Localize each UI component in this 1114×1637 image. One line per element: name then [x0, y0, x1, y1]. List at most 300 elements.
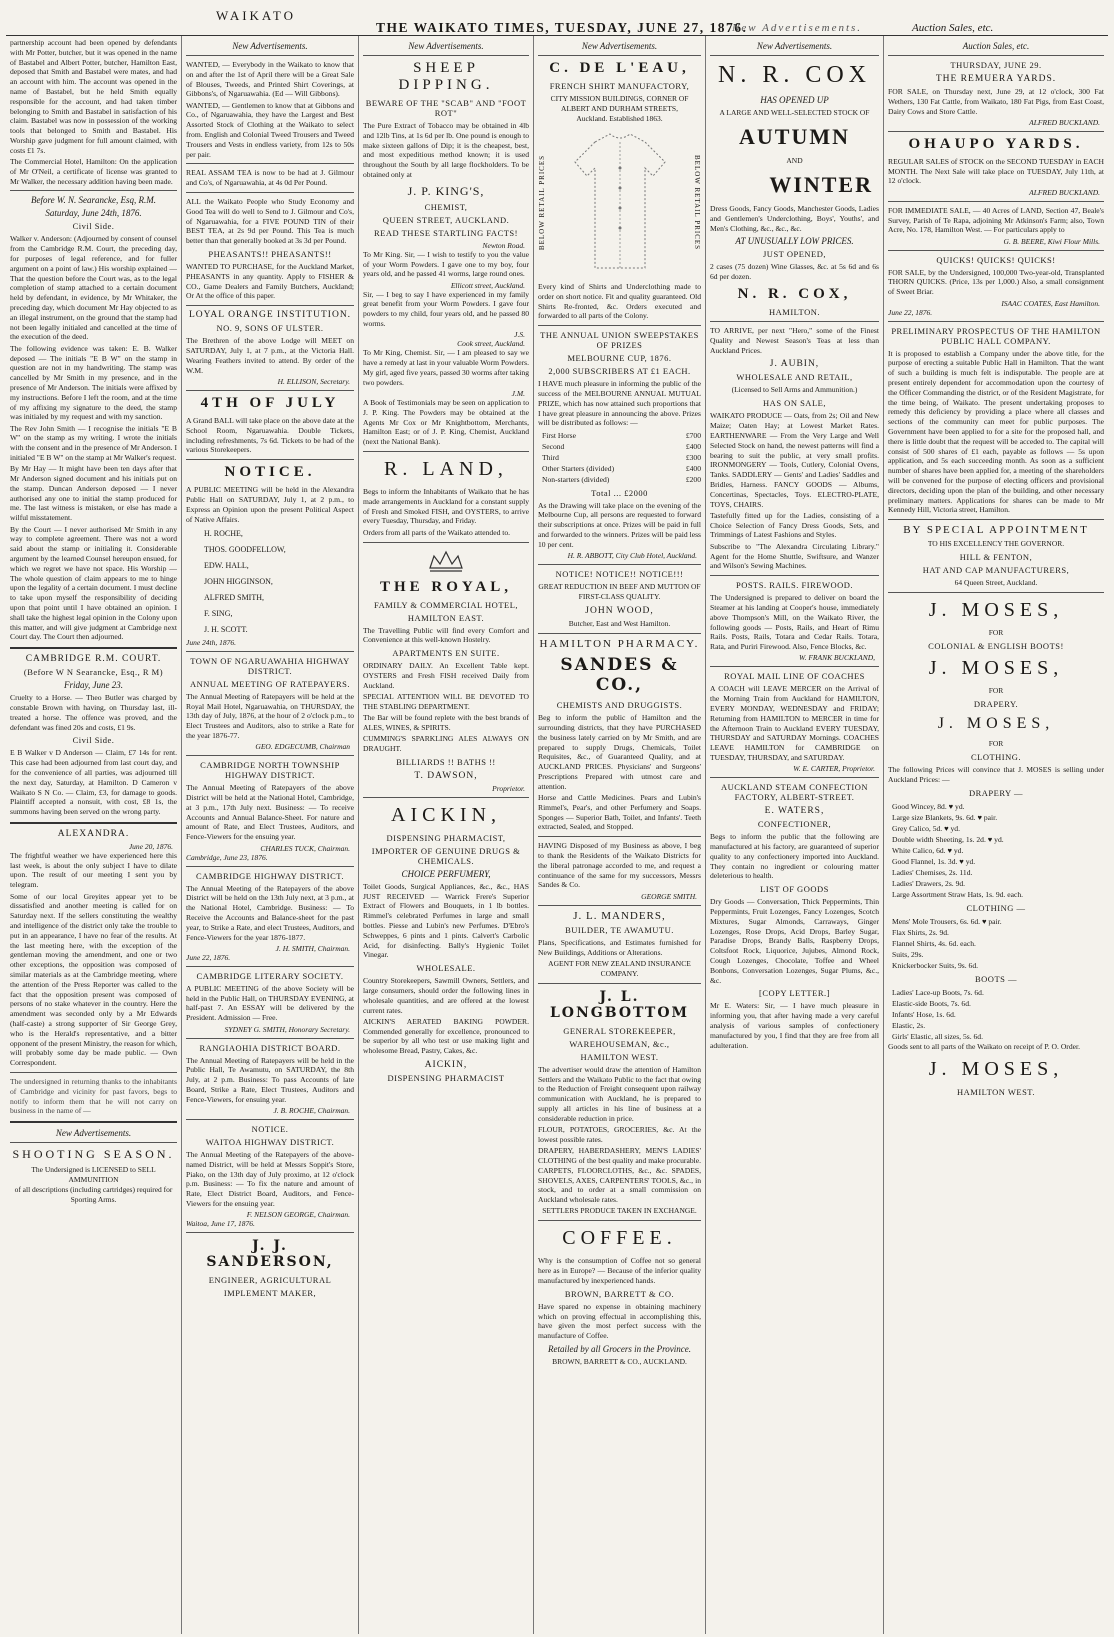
article-text: E B Walker v D Anderson — Claim, £7 14s for rent. This case had been adjourned from last court day, and for the convenience of all parties, was adjourned till the next day, Saturday, at Hamilton. D Cameron v Waikato S N Co. — Claim, £3, for damage to goods. Plaintiff accepted a nonsuit, with cost, £8 1s, the summons having been served on the wrong party. [10, 748, 177, 817]
article-text: Cruelty to a Horse. — Theo Butler was charged by constable Brown with having, on Thursday last, ill-treated a horse. The offence was proved, and the defendant was fined 20s and costs, £1 9s. [10, 693, 177, 732]
price-item: Knickerbocker Suits, 9s. 6d. [892, 960, 979, 970]
ad-heading: J. MOSES, [937, 715, 1055, 733]
divider [10, 647, 177, 649]
ad-subheading: BILLIARDS !! BATHS !! [396, 756, 496, 767]
ad-heading: SANDES & CO., [560, 655, 679, 696]
prize-list [538, 430, 701, 485]
ad-subheading: BROWN, BARRETT & CO. [564, 1288, 675, 1299]
ad-subheading: APARTMENTS EN SUITE. [392, 648, 500, 659]
ad-heading: J. MOSES, [928, 657, 1064, 680]
court-subheading: (Before W N Searancke, Esq., R M) [23, 667, 164, 678]
signatory-name: JOHN HIGGINSON, [204, 576, 273, 586]
divider [10, 190, 177, 191]
section-heading: New Advertisements. [756, 41, 833, 51]
ad-heading: J. AUBIN, [769, 359, 820, 370]
divider [888, 321, 1104, 322]
ad-text: HAVING Disposed of my Business as above, I beg to thank the Residents of the Waikato Districts for the liberal patronage accorded to me, and request a continuance of the same for my successors, Messrs Sandes & Co. [538, 841, 701, 890]
court-heading: Before W. N. Searancke, Esq, R.M. [30, 195, 157, 206]
ad-text: of all descriptions (including cartridges) required for Sporting Arms. [14, 1185, 173, 1205]
ad-heading: J. J. SANDERSON, [206, 1238, 334, 1271]
price-item: Good Flannel, 1s. 3d. ♥ yd. [892, 856, 976, 866]
ad-text: The Annual Meeting of the Ratepayers of the above District will be held on the 13th July next, at 3 p.m., at the National Hotel, Cambridge. Business: — To Receive the Accounts and Balance-sheet for the past year, to Strike a Rate, and elect Trustees, Auditors, and Fence-Viewers for the year 1876-1877. [186, 883, 354, 942]
ad-subheading: (Licensed to Sell Arms and Ammunition.) [731, 385, 858, 395]
ad-subheading: Retailed by all Grocers in the Province. [547, 1344, 692, 1355]
column-1 [6, 36, 182, 1634]
ad-text: Have spared no expense in obtaining machinery which on proving effectual in accomplishing this, have given the most perfect success with the manufacture of Coffee. [538, 1301, 701, 1341]
signature: SYDNEY G. SMITH, Honorary Secretary. [224, 1024, 350, 1034]
masthead-title: THE WAIKATO TIMES, TUESDAY, JUNE 27, 1876. [376, 20, 748, 35]
divider [888, 201, 1104, 202]
article-text: The frightful weather we have experienced here this last week, is about the only subject I have to dilate upon. The result of our meeting I sent you by telegram. [10, 850, 177, 890]
ad-heading: THE ANNUAL UNION SWEEPSTAKES OF PRIZES [540, 330, 699, 351]
ad-subheading: ANNUAL MEETING OF RATEPAYERS. [190, 678, 350, 689]
ad-heading: E. WATERS, [764, 806, 825, 817]
ad-heading: J. MOSES, [928, 1057, 1064, 1080]
ad-subheading: DRAPERY. [973, 699, 1019, 710]
ad-text: WANTED TO PURCHASE, for the Auckland Market, PHEASANTS in any quantity. Apply to FISHER & CO., Game Dealers and Family Butchers, Auckland; Or At the office of this paper. [186, 262, 354, 301]
column-5 [706, 36, 884, 1634]
price-item: Elastic-side Boots, 7s. 6d. [892, 998, 971, 1008]
divider [10, 822, 177, 824]
ad-heading: JOHN WOOD, [585, 606, 654, 617]
signature: ALFRED BUCKLAND. [1029, 117, 1100, 127]
price-list [888, 987, 1104, 1042]
ad-subheading: HAT AND CAP MANUFACTURERS, [922, 565, 1070, 576]
column-2 [182, 36, 359, 1634]
price-item: Grey Calico, 5d. ♥ yd. [892, 823, 960, 833]
section-heading: Auction Sales, etc. [962, 41, 1030, 51]
ad-heading: BY SPECIAL APPOINTMENT [903, 524, 1089, 537]
signature: G. B. BEERE, Kiwi Flour Mills. [1003, 236, 1100, 246]
ad-subheading: ENGINEER, AGRICULTURAL [208, 1275, 332, 1286]
ad-text: A COACH will LEAVE MERCER on the Arrival of the Morning Train from Auckland for HAMILTON, EVERY MONDAY, WEDNESDAY and FRIDAY; Returning from HAMILTON to MERCER in time for the Afternoon Train to Auckland EVERY TUESDAY, THURSDAY and SATURDAY Mornings. COACHES LEAVE HAMILTON for CAMBRIDGE on TUESDAY, THURSDAY, and SATURDAY. [710, 684, 879, 762]
ad-text: As the Drawing will take place on the evening of the Melbourne Cup, all persons are requested to forward their subscriptions at once. Prizes will be paid in full and forwarded to the winners. Prizes will be paid less 10 per cent. [538, 500, 701, 549]
ad-address: Butcher, East and West Hamilton. [568, 619, 671, 629]
ad-subheading: 2,000 SUBSCRIBERS AT £1 EACH. [548, 366, 691, 377]
ad-heading: SHOOTING SEASON. [12, 1147, 175, 1162]
divider [888, 55, 1104, 56]
ad-text: REGULAR SALES of STOCK on the SECOND TUESDAY in EACH MONTH. The Next Sale will take place on TUESDAY, July 11th, at 12 o'clock. [888, 156, 1104, 186]
shirt-illustration [538, 128, 701, 278]
ad-subheading: HAMILTON EAST. [407, 612, 485, 623]
divider [186, 966, 354, 967]
prize-row: First Horse £700 [542, 430, 701, 440]
ad-subheading: CHOICE PERFUMERY, [401, 868, 491, 879]
ad-subheading: TO HIS EXCELLENCY THE GOVERNOR. [927, 539, 1065, 549]
divider [538, 633, 701, 634]
testimonial-initials: J.S. [514, 330, 525, 340]
ad-subheading: FOR [988, 739, 1004, 749]
price-item: White Calico, 6d. ♥ yd. [892, 845, 964, 855]
ad-heading: N. R. COX, [737, 285, 852, 302]
masthead [6, 2, 1108, 36]
ad-subheading: FOR [988, 628, 1004, 638]
ad-heading: 4TH OF JULY [200, 394, 340, 411]
price-item: Elastic, 2s. [892, 1020, 926, 1030]
ad-text: REAL ASSAM TEA is now to be had at J. Gilmour and Co's, of Ngaruawahia, at 4s 0d Per Pound. [186, 168, 354, 188]
price-heading: CLOTHING — [966, 902, 1026, 913]
ad-subheading: GREAT REDUCTION IN BEEF AND MUTTON OF FIRST-CLASS QUALITY. [538, 582, 701, 602]
ad-text: FOR SALE, on Thursday next, June 29, at 12 o'clock, 300 Fat Wethers, 130 Fat Cattle, from Waikato, 180 Fat Pigs, from East Coast, Dairy Cows and Store Cattle. [888, 87, 1104, 116]
testimonial-initials: J.M. [511, 389, 525, 399]
ad-subheading: A LARGE AND WELL-SELECTED STOCK OF [719, 108, 870, 117]
ad-date: Waitoa, June 17, 1876. [186, 1219, 255, 1229]
ad-text: The Undersigned is LICENSED to SELL AMMUNITION [31, 1165, 156, 1185]
ad-date: June 22, 1876. [888, 307, 933, 317]
ad-text: ALL the Waikato People who Study Economy and Good Tea will do well to Send to J. Gilmour and Co's, of Ngaruawahia, for a FIVE POUND TIN of their BEST TEA, at 2s 9d per Pound. This Tea is much better than that generally booked at 3s 3d per Pound. [186, 197, 354, 246]
ad-text: It is proposed to establish a Company under the above title, for the purpose of erecting a suitable Public Hall in Hamilton. That the want of such a building is much felt is indisputable. The people are at present entirely dependent for accommodation upon the courtesy of the Officer Commanding the district, or of the Resident Magistrate, for the time being, of Waikato. The present undertaking proposes to remedy this deficiency by providing a place where all classes and sections of the community can meet for public purposes. The Government have been applied to for a site for the proposed hall, and there is little doubt that the request will be acceded to. The capital will consist of 500 shares of £1 each, payable as follows — 5s upon application, and 5s each succeeding month. As soon as a sufficient number of shares have been applied for, a meeting of the shareholders will be convened for the purpose of electing officers and provisional directors, deciding upon the plan of the building, and other necessary preliminary matters. Applications for shares can be made to Mr Kennedy Hill, Victoria street, Hamilton. [888, 348, 1104, 515]
price-list [888, 916, 1104, 971]
court-date: Friday, June 23. [64, 680, 123, 691]
ad-text: Every kind of Shirts and Underclothing made to order on short notice. Fit and quality guaranteed. Old Shirts Re-fronted, &c. Orders executed and forwarded to all parts of the Colony. [538, 282, 701, 321]
ad-heading: R. LAND, [384, 458, 508, 481]
ad-heading: J. L. MANDERS, [573, 909, 666, 922]
testimonial-text: Sir, — I beg to say I have experienced in my family great benefit from your Worm Powders. I gave four powders to my child, four years old, and he passed 80 worms. [363, 289, 529, 329]
ad-address: 64 Queen Street, Auckland. [954, 578, 1038, 588]
ad-subheading: CHEMIST, [424, 201, 468, 212]
ad-subheading: CONFECTIONER, [757, 819, 832, 830]
ad-subheading: QUEEN STREET, AUCKLAND. [382, 214, 510, 225]
divider [363, 797, 529, 798]
ad-heading: TOWN OF NGARUAWAHIA HIGHWAY DISTRICT. [190, 655, 350, 676]
ad-heading: J. P. KING'S, [407, 183, 485, 198]
ad-text: The Annual Meeting of Ratepayers will be held at the Royal Mail Hotel, Ngaruawahia, on THURSDAY, the 13th day of July, 1876, at the hour of 2 o'clock p.m., to Elect Trustees and Auditors, also to strike a Rate for the year 1876-77. [186, 691, 354, 740]
signatory-name: H. ROCHE, [204, 528, 243, 538]
signatory-name: F. SING, [204, 608, 233, 618]
price-item: Flannel Shirts, 4s. 6d. each. [892, 938, 976, 948]
signatory-name: ALFRED SMITH, [204, 592, 265, 602]
price-item: Double width Sheeting, 1s. 2d. ♥ yd. [892, 834, 1004, 844]
columns [6, 36, 1108, 1634]
article-text: The Commercial Hotel, Hamilton: On the application of Mr O'Neil, a certificate of license was granted to Mr Walker, the necessary addition having been made. [10, 157, 177, 186]
divider [710, 777, 879, 778]
ad-text: Begs to inform the public that the following are manufactured at his factory, are guaranteed of superior quality to any confectionery imported into Auckland. They contain no ingredient or colouring matter deleterious to health. [710, 832, 879, 881]
signature: ALFRED BUCKLAND. [1029, 187, 1100, 197]
ad-date: Cambridge, June 23, 1876. [186, 852, 268, 862]
ad-subheading: COLONIAL & ENGLISH BOOTS! [928, 641, 1064, 652]
ad-text: The Pure Extract of Tobacco may be obtained in 4lb and 12lb Tins, at 1s 6d per lb. One pound is enough to make sixteen gallons of Dip; it is the cheapest, best, and most expeditious method known; it is used throughout the South by all large flockholders. To be obtained only at [363, 121, 529, 179]
price-item: Girls' Elastic, all sizes, 5s. 6d. [892, 1031, 984, 1041]
ad-text: Country Storekeepers, Sawmill Owners, Settlers, and large consumers, should order the following lines in wholesale quantities, and are offered at the lowest current rates. [363, 976, 529, 1015]
divider [538, 325, 701, 326]
ad-heading: PHEASANTS!! PHEASANTS!! [208, 249, 332, 260]
price-item: Mens' Mole Trousers, 6s. 6d. ♥ pair. [892, 916, 1002, 926]
ad-text: WAIKATO PRODUCE — Oats, from 2s; Oil and New Maize; Oaten Hay; at Lowest Market Rates. EARTHENWARE — From the Very Large and Well Selected Stock on hand, the newest patterns will find a bearing to suit the public, at very small profits. IRONMONGERY — Tools, Cutlery, Colonial Ovens, Tanks. SADDLERY — Gents' and Ladies' Saddles and Bridles, Harness. FANCY GOODS — Albums, Concertinas, Spectacles, Toys. ELECTRO-PLATE, TOYS, CHAIRS. [710, 411, 879, 509]
ad-text: The Annual Meeting of the Ratepayers of the above-named District, will be held at Messrs Soppit's Store, Piako, on the 13th day of July proximo, at 12 o'clock p.m. Business: — To fix the nature and amount of Rate, Elect District Board, Auditors, and Fence-Viewers for the ensuing year. [186, 1150, 354, 1208]
ad-text: Begs to inform the Inhabitants of Waikato that he has made arrangements in Auckland for a constant supply of Fresh and Smoked FISH, and OYSTERS, to arrive every Tuesday, Thursday, and Friday. [363, 487, 529, 526]
ad-text: FOR IMMEDIATE SALE, — 40 Acres of LAND, Section 47, Beale's Survey, Parish of Te Rapa, adjoining Mr Atkinson's Farm; also, Town Acre, No. 178, Hamilton West. — For particulars apply to [888, 205, 1104, 235]
ad-subheading: WAITOA HIGHWAY DISTRICT. [205, 1137, 335, 1148]
price-item: Large size Blankets, 9s. 6d. ♥ pair. [892, 812, 998, 822]
divider [186, 1038, 354, 1039]
signature: CHARLES TUCK, Chairman. [260, 843, 350, 853]
ad-text: WANTED, — Everybody in the Waikato to know that on and after the 1st of April there will be a Great Sale of Blouses, Tweeds, and Printed Shirt Coverings, at Gibbons's, of Ngaruawahia. (Ed — Will Gibbons). [186, 60, 354, 99]
ad-text: Plans, Specifications, and Estimates furnished for New Buildings, Additions or Alterations. [538, 937, 701, 957]
ad-heading: THE REMUERA YARDS. [935, 74, 1057, 84]
section-heading: New Advertisements. [581, 41, 658, 51]
price-item: Infants' Hose, 1s. 6d. [892, 1009, 956, 1019]
prize-total: Total ... £2000 [591, 487, 648, 498]
ad-date: June 22, 1876. [186, 952, 231, 962]
ad-subheading: HAMILTON WEST. [580, 1051, 659, 1062]
ad-subheading: DISPENSING PHARMACIST, [386, 832, 506, 843]
ad-text: I HAVE much pleasure in informing the public of the success of the MELBOURNE ANNUAL MUTUAL PRIZE, which has now attained such proportions that I have great pleasure in announcing the above. Prizes will be distributed as follows: — [538, 379, 701, 428]
ad-text: The advertiser would draw the attention of Hamilton Settlers and the Waikato Public to the fact that owing to the Reduction of Freight consequent upon railway communication with Auckland, he is prepared to supply all articles in his line of business at a considerable reduction in price. [538, 1064, 701, 1123]
court-heading: CAMBRIDGE R.M. COURT. [25, 654, 162, 665]
article-text: Walker v. Anderson: (Adjourned by consent of counsel from the Cambridge R.M. Court, the preceding day, for purposes of legal reference, and for fuller argument on a point of law.) His worship explained — That the question before the Court was, as to the legal completion of stamp attached to a certain document held by defendant, in evidence, by Mr Whitaker, the preceding day, which document Mr Hay objected to as an illegal instrument, on the ground that the stamp had not been legally initialed and cancelled at the time of the execution of the deed. [10, 234, 177, 342]
testimonial-text: To Mr King, Chemist. Sir, — I am pleased to say we have a remedy at last in your valuable Worm Powders. My girl, aged five years, passed 30 worms after taking two powders. [363, 348, 529, 387]
ad-subheading: GENERAL STOREKEEPER, [563, 1025, 676, 1036]
ad-heading: AICKIN, [391, 803, 501, 826]
divider [186, 866, 354, 867]
testimonial-location: Newton Road. [482, 240, 525, 250]
ad-heading: AUCKLAND STEAM CONFECTION FACTORY, ALBERT-STREET. [720, 782, 869, 803]
ad-subheading: HAS ON SALE, [763, 398, 826, 409]
article-text: By the Court — I never authorised Mr Smith in any way to complete agreement. There was not a word said about the stamp or initialing it. Considerable argument by the learned Counsel hereupon ensued, for which we regret we have not space. His Worship — The whole question of claim appears to me to hinge upon the legality of a certain document. I must decline to take upon myself the responsibility of deciding upon that point until I have obtained an opinion. I shall take the highest legal opinion in the Colony upon this matter, and will give judgment at Cambridge next Court day. The Court then adjourned. [10, 524, 177, 642]
ad-text: FLOUR, POTATOES, GROCERIES, &c. At the lowest possible rates. [538, 1125, 701, 1144]
signature: W. FRANK BUCKLAND, [799, 653, 875, 663]
ad-heading: RANGIAOHIA DISTRICT BOARD. [199, 1042, 341, 1053]
ad-text: WANTED, — Gentlemen to know that at Gibbons and Co., of Ngaruawahia, they have the Largest and Best Assorted Stock of Clothing at the Waikato to select from. English and Colonial Tweed Trousers and Tweed Trousers and Vests in endless variety, from 12s to 50s per pair. [186, 100, 354, 159]
ad-heading: LOYAL ORANGE INSTITUTION. [188, 310, 352, 321]
divider [186, 1119, 354, 1120]
ad-heading: OHAUPO YARDS. [908, 135, 1084, 152]
ad-address: CITY MISSION BUILDINGS, CORNER OF ALBERT AND DURHAM STREETS, [550, 94, 689, 113]
ad-subheading: READ THESE STARTLING FACTS! [374, 227, 518, 238]
ad-heading: AUTUMN [739, 124, 850, 149]
ad-heading: J. MOSES, [928, 599, 1064, 622]
ad-text: Tastefully fitted up for the Ladies, consisting of a Choice Selection of Fancy Dress Goods, Sets, and Trimmings of Latest Fashions and Styles. [710, 510, 879, 540]
ad-text: The Undersigned is prepared to deliver on board the Steamer at his landing at Cooper's house, immediately above Thompson's Mill, on the Waikato River, the following goods — Posts, Rails, and Heart of Rimu Rails. Posts, Rails, Totara and Cedar Rails. Totara, Rata, and Puriri Firewood. Also, Fence Blocks, &c. [710, 593, 879, 652]
ad-text: SPECIAL ATTENTION WILL BE DEVOTED TO THE STABLING DEPARTMENT. [363, 692, 529, 711]
ad-subheading: LIST OF GOODS [760, 884, 829, 895]
ad-heading: NOTICE! NOTICE!! NOTICE!!! [555, 569, 684, 580]
ad-text: Subscribe to "The Alexandra Circulating Library." Agent for the Home Shuttle, Swiftsure, and Wanzer and Wilson's Sewing Machines. [710, 541, 879, 571]
divider [10, 1072, 177, 1073]
signature: W. E. CARTER, Proprietor. [793, 764, 875, 774]
ad-text: TO ARRIVE, per next "Hero," some of the Finest Quality and Newest Season's Teas at less than Auckland Prices. [710, 325, 879, 355]
ad-heading: NOTICE. [251, 1124, 289, 1135]
ad-subheading: HAMILTON WEST. [957, 1086, 1035, 1097]
price-item: Large Assortment Straw Hats, 1s. 9d. each. [892, 889, 1024, 899]
section-heading: Civil Side. [72, 221, 115, 232]
ad-text: ORDINARY DAILY. An Excellent Table kept. OYSTERS and Fresh FISH received Daily from Auckland. [363, 661, 529, 690]
ad-text: The Brethren of the above Lodge will MEET on SATURDAY, July 1, at 7 p.m., at the Victoria Hall. Wearing Feathers invited to attend. By order of the W.M. [186, 336, 354, 375]
ad-subheading: BUILDER, TE AWAMUTU. [565, 924, 674, 935]
ad-heading: WINTER [769, 172, 873, 197]
divider [363, 55, 529, 56]
ad-text: DRAPERY, HABERDASHERY, MEN'S LADIES' CLOTHING of the best quality and make procurable. CARPETS, FLOORCLOTHS, &c., &c. SPADES, SHOVELS, AXES, CARPENTERS' TOOLS, &c., in stock, and to order at a small commission on Auckland wholesale rates. [538, 1146, 701, 1205]
ad-subheading: HAMILTON. [768, 306, 821, 317]
divider [888, 131, 1104, 132]
signatory-name: THOS. GOODFELLOW, [204, 544, 286, 554]
ad-subheading: CLOTHING. [970, 752, 1022, 763]
section-heading: New Advertisements. [232, 41, 308, 51]
price-item: Ladies' Drawers, 2s. 9d. [892, 878, 966, 888]
ad-text: Why is the consumption of Coffee not so general here as in Europe? — Because of the inferior quality manufactured by inexperienced hands. [538, 1256, 701, 1286]
ad-text: A Book of Testimonials may be seen on application to J. P. King. The Powders may be obtained at the Agents Mr Cox or Mr Knightbottom, Merchants, Hamilton East; or of J. P. King, Chemist, Auckland (next the National Bank). [363, 398, 529, 447]
price-list [888, 801, 1104, 900]
divider [186, 390, 354, 391]
ad-text: AICKIN'S AERATED BAKING POWDER. Commended generally for excellence, pronounced to be superior by all who test or use making light and wholesome Bread, Pastry, Cakes, &c. [363, 1016, 529, 1056]
divider [10, 1142, 177, 1143]
ad-text: Toilet Goods, Surgical Appliances, &c., &c., HAS JUST RECEIVED — Warrick Frere's Superior Extract of Flowers and Bouquets, in 1 lb bottles. Rimmel's celebrated Perfumes in large and small bottles. Piesse and Lubin's new Perfumes. D'Ebro's Schweppes, 6 pints and 1 pints. Calvert's Carbolic Acid, for disinfecting. Bally's Hygienic Toilet Vinegar. [363, 881, 529, 960]
ad-text: Beg to inform the public of Hamilton and the surrounding districts, that they have PURCHASED the business lately carried on by Mr Smith, and are prepared to supply Drugs, Chemicals, Toilet Requisites, &c., of Guaranteed Quality, and at AUCKLAND PRICES. Physicians' and Surgeons' Prescriptions Prepared with utmost care and attention. [538, 713, 701, 791]
ad-subheading: BEWARE OF THE "SCAB" AND "FOOT ROT" [365, 98, 527, 118]
divider [538, 836, 701, 837]
signature: H. ELLISON, Secretary. [277, 376, 350, 386]
article-text: partnership account had been opened by defendants with Mr Potter, butcher, but it was opened in the name of Bastabel and Albert Potter, butcher, Hamilton East, deposed that Smith and Bastabel were mates, and had an account with him. The account was opened in the name of Bastabel, but he held Smith equally responsible for the account, and had taken timber belonging to Smith and Bastabel in satisfaction of his claim. Bastabel was now in possession of the working tools that belonged to Smith and Bastabel. His Worship gave judgment for full amount claimed, with costs £1 7s. [10, 38, 177, 155]
ad-text: The following Prices will convince that J. MOSES is selling under Auckland Prices: — [888, 765, 1104, 784]
article-text: The Rev John Smith — I recognise the initials "E B W" on the stamp as my writing. I wrote the initials with the consent and in the presence of Mr Anderson. I initialed "E B W" on the stamp at Mr Walker's request. [10, 423, 177, 462]
auction-date: THURSDAY, JUNE 29. [950, 60, 1042, 70]
signature: ISAAC COATES, East Hamilton. [1001, 298, 1100, 308]
ad-heading: NOTICE. [224, 464, 316, 481]
signatory-name: EDW. HALL, [204, 560, 249, 570]
royal-crest-icon [363, 547, 529, 575]
signature: F. NELSON GEORGE, Chairman. [246, 1210, 350, 1220]
divider [538, 905, 701, 906]
price-item: Ladies' Chemises, 2s. 11d. [892, 867, 973, 877]
ad-subheading: AGENT FOR NEW ZEALAND INSURANCE COMPANY. [548, 958, 691, 978]
prize-row: Second £400 [542, 441, 701, 451]
price-heading: BOOTS — [975, 973, 1017, 984]
divider [888, 519, 1104, 520]
signature: Proprietor. [492, 783, 525, 793]
divider [186, 1232, 354, 1233]
signature: GEO. EDGECUMB, Chairman [255, 742, 350, 752]
divider [538, 55, 701, 56]
signatory-list [186, 526, 354, 638]
ad-heading: C. DE L'EAU, [549, 60, 690, 76]
article-text: The following evidence was taken: E. B. Walker deposed — The initials "E B W" on the stamp in question are not in my handwriting. The stamp was cancelled by Mr Smith in my presence, and in the presence of Mr Anderson. The initials were affixed by my instructions. Before I left the room, and at the time of my affixing my signature to the deed, the stamp was initialed by my request and with my sanction. [10, 343, 177, 422]
divider [186, 163, 354, 164]
prize-row: Non-starters (divided) £200 [542, 474, 701, 484]
ad-text: Dry Goods — Conversation, Thick Peppermints, Thin Peppermints, Fruit Lozenges, Fancy Lozenges, Scotch Mixtures, Sugar Almonds, Carraways, Ginger Lozenges, Rose Drops, Acid Drops, Barley Sugar, Paradise Drops, Brandy Balls, Raspberry Drops, Coltsfoot Rock, Liquorice, Jujubes, Almond Rock, Cough Lozenges, Chocolate, Toffee and Wheel Bonbons, Conversation Lozenges, Sugar Plums, &c., &c. [710, 897, 879, 985]
section-heading: Civil Side. [72, 735, 115, 746]
ad-subheading: FRENCH SHIRT MANUFACTORY, [549, 81, 690, 91]
ad-text: Orders from all parts of the Waikato attended to. [363, 527, 511, 537]
signature: H. R. ABBOTT, City Club Hotel, Auckland. [567, 551, 697, 561]
divider [710, 55, 879, 56]
ad-text: Dress Goods, Fancy Goods, Manchester Goods, Ladies and Gentlemen's Underclothing, Boys', Youths', and Men's Clothing, &c., &c., &c. [710, 204, 879, 233]
ad-text: The Travelling Public will find every Comfort and Convenience at this well-known Hostelry. [363, 625, 529, 645]
column-6 [884, 36, 1108, 1634]
ad-subheading: WAREHOUSEMAN, &c., [569, 1038, 670, 1049]
ad-heading: AICKIN, [424, 1060, 468, 1071]
column-4 [534, 36, 706, 1634]
ad-subheading: WHOLESALE. [416, 963, 476, 974]
prize-row: Other Starters (divided) £400 [542, 463, 701, 473]
shirt-icon [565, 128, 675, 278]
divider [186, 192, 354, 193]
article-text: Some of our local Greyites appear yet to be dissatisfied and another meeting is called for on Saturday next. If the sellers constituting the wealthy and intelligence of the district only take the trouble to put in an appearance, I have no fear of the results. At the last meeting here, with the exception of the gentleman moving the amendment, and one or two other exceptions, the opposition was composed of similar materials as at the Cambridge meeting, where the attention of the Press Reporter was called to the fact that the opposition present was composed of persons of no stake whatever in the country. Here the amendment was seconded only by a Mr Edwards (half-caste) a strong supporter of Sir George Grey, who is the Herald's representative, and a bitter opponent of the present Ministry, the reason for which, will probably some day be made public. — Own Correspondent. [10, 891, 177, 1068]
divider [710, 321, 879, 322]
price-item: Suits, 29s. [892, 949, 924, 959]
divider [363, 451, 529, 452]
ad-subheading: IMPORTER OF GENUINE DRUGS & CHEMICALS. [371, 845, 521, 866]
ad-heading: T. DAWSON, [414, 770, 478, 781]
ad-heading: ROYAL MAIL LINE OF COACHES [724, 671, 865, 682]
ad-date: June 24th, 1876. [186, 637, 236, 647]
ad-subheading: AND [786, 156, 803, 165]
ad-subheading: IMPLEMENT MAKER, [223, 1288, 317, 1299]
ad-address: Auckland. Established 1863. [576, 114, 663, 123]
ad-heading: SHEEP DIPPING. [398, 60, 494, 93]
signature: J. B. ROCHE, Chairman. [273, 1106, 350, 1116]
masthead-section-auction: Auction Sales, etc. [912, 22, 994, 34]
divider [888, 250, 1104, 251]
ad-subheading: SETTLERS PRODUCE TAKEN IN EXCHANGE. [542, 1206, 697, 1216]
ad-subheading: WHOLESALE AND RETAIL, [736, 372, 853, 383]
ad-heading: CAMBRIDGE LITERARY SOCIETY. [196, 970, 344, 981]
ad-text: 2 cases (75 dozen) Wine Glasses, &c. at 5s 6d and 6s 6d per dozen. [710, 262, 879, 282]
price-item: Ladies' Lace-up Boots, 7s. 6d. [892, 987, 984, 997]
ad-heading: N. R. COX [717, 62, 871, 88]
ad-address: BROWN, BARRETT & CO., AUCKLAND. [552, 1357, 687, 1367]
masthead-ornament: WAIKATO [216, 8, 296, 23]
ad-heading: CAMBRIDGE NORTH TOWNSHIP HIGHWAY DISTRICT. [200, 760, 340, 781]
column-3 [359, 36, 534, 1634]
prize-row: Third £300 [542, 452, 701, 462]
ad-text: CUMMING'S SPARKLING ALES ALWAYS ON DRAUGHT. [363, 734, 529, 753]
court-date: Saturday, June 24th, 1876. [45, 208, 142, 219]
article-heading: ALEXANDRA. [57, 828, 130, 839]
divider [186, 651, 354, 652]
ad-subheading: HAS OPENED UP [760, 95, 829, 105]
ad-subheading: [COPY LETTER.] [759, 988, 830, 999]
divider [10, 1121, 177, 1123]
ad-text: FOR SALE, by the Undersigned, 100,000 Two-year-old, Transplanted THORN QUICKS. (Price, 13s per 1,000.) Also, a small consignment of Sweet Briar. [888, 267, 1104, 297]
ad-text: The Annual Meeting of Ratepayers will be held in the Public Hall, Te Awamutu, on SATURDAY, the 8th July, at 2 p.m. Business: To pass Accounts of late Board, Strike a Rate, Elect Trustees, Auditors and Fence-Viewers, for ensuing year. [186, 1055, 354, 1104]
divider [538, 1220, 701, 1221]
vertical-label: BELOW RETAIL PRICES [538, 155, 546, 251]
ad-text: A PUBLIC MEETING of the above Society will be held in the Public Hall, on THURSDAY EVENING, at half-past 7. An ESSAY will be delivered by the President. Admission — Free. [186, 983, 354, 1023]
price-item: Good Wincey, 8d. ♥ yd. [892, 801, 965, 811]
signature: J. H. SMITH, Chairman. [275, 943, 350, 953]
ad-subheading: DISPENSING PHARMACIST [387, 1073, 505, 1084]
ad-heading: THE ROYAL, [380, 578, 512, 595]
ad-subheading: FAMILY & COMMERCIAL HOTEL, [373, 599, 519, 610]
divider [538, 983, 701, 984]
price-item: Flax Shirts, 2s. 9d. [892, 927, 949, 937]
ad-text: A Grand BALL will take place on the above date at the School Room, Ngaruawahia. Double Tickets, including refreshments, 7s 6d. Tickets to be had of the various Storekeepers. [186, 415, 354, 455]
article-date: June 20, 1876. [128, 841, 173, 851]
article-text: By Mr Hay — It might have been ten days after that Mr Anderson signed document and his initials put on the stamp. Duncan Anderson deposed — I never authorised any one to initial the stamp produced for me. The last witness is mistaken, or else has made a wilful misstatement. [10, 464, 177, 523]
divider [710, 666, 879, 667]
ad-subheading: MELBOURNE CUP, 1876. [567, 353, 672, 364]
price-heading: DRAPERY — [968, 787, 1023, 798]
divider [538, 564, 701, 565]
divider [363, 542, 529, 543]
section-heading: New Advertisements. [55, 1128, 132, 1139]
divider [710, 575, 879, 576]
ad-heading: CAMBRIDGE HIGHWAY DISTRICT. [195, 870, 344, 881]
ad-heading: HAMILTON PHARMACY. [539, 638, 700, 651]
divider [186, 55, 354, 56]
ad-heading: QUICKS! QUICKS! QUICKS! [936, 254, 1056, 265]
ad-subheading: AT UNUSUALLY LOW PRICES. [735, 236, 854, 247]
ad-text: The Bar will be found replete with the best brands of ALES, WINES, & SPIRITS. [363, 713, 529, 732]
ad-text: Goods sent to all parts of the Waikato on receipt of P. O. Order. [888, 1041, 1081, 1051]
ad-text: Mr E. Waters: Sir, — I have much pleasure in informing you, that after having made a very careful analysis of various samples of confectionery manufactured by you, I find that they are free from all adulteration. [710, 1001, 879, 1050]
ad-subheading: JUST OPENED, [763, 249, 826, 260]
ad-text: A PUBLIC MEETING will be held in the Alexandra Public Hall on SATURDAY, July 1, at 2 p.m., to Express an Opinion upon the present Political Aspect of Native Affairs. [186, 485, 354, 524]
signature: GEORGE SMITH. [641, 891, 697, 901]
testimonial-location: Cook street, Auckland. [457, 339, 525, 349]
divider [186, 305, 354, 306]
ad-subheading: FOR [988, 686, 1004, 696]
